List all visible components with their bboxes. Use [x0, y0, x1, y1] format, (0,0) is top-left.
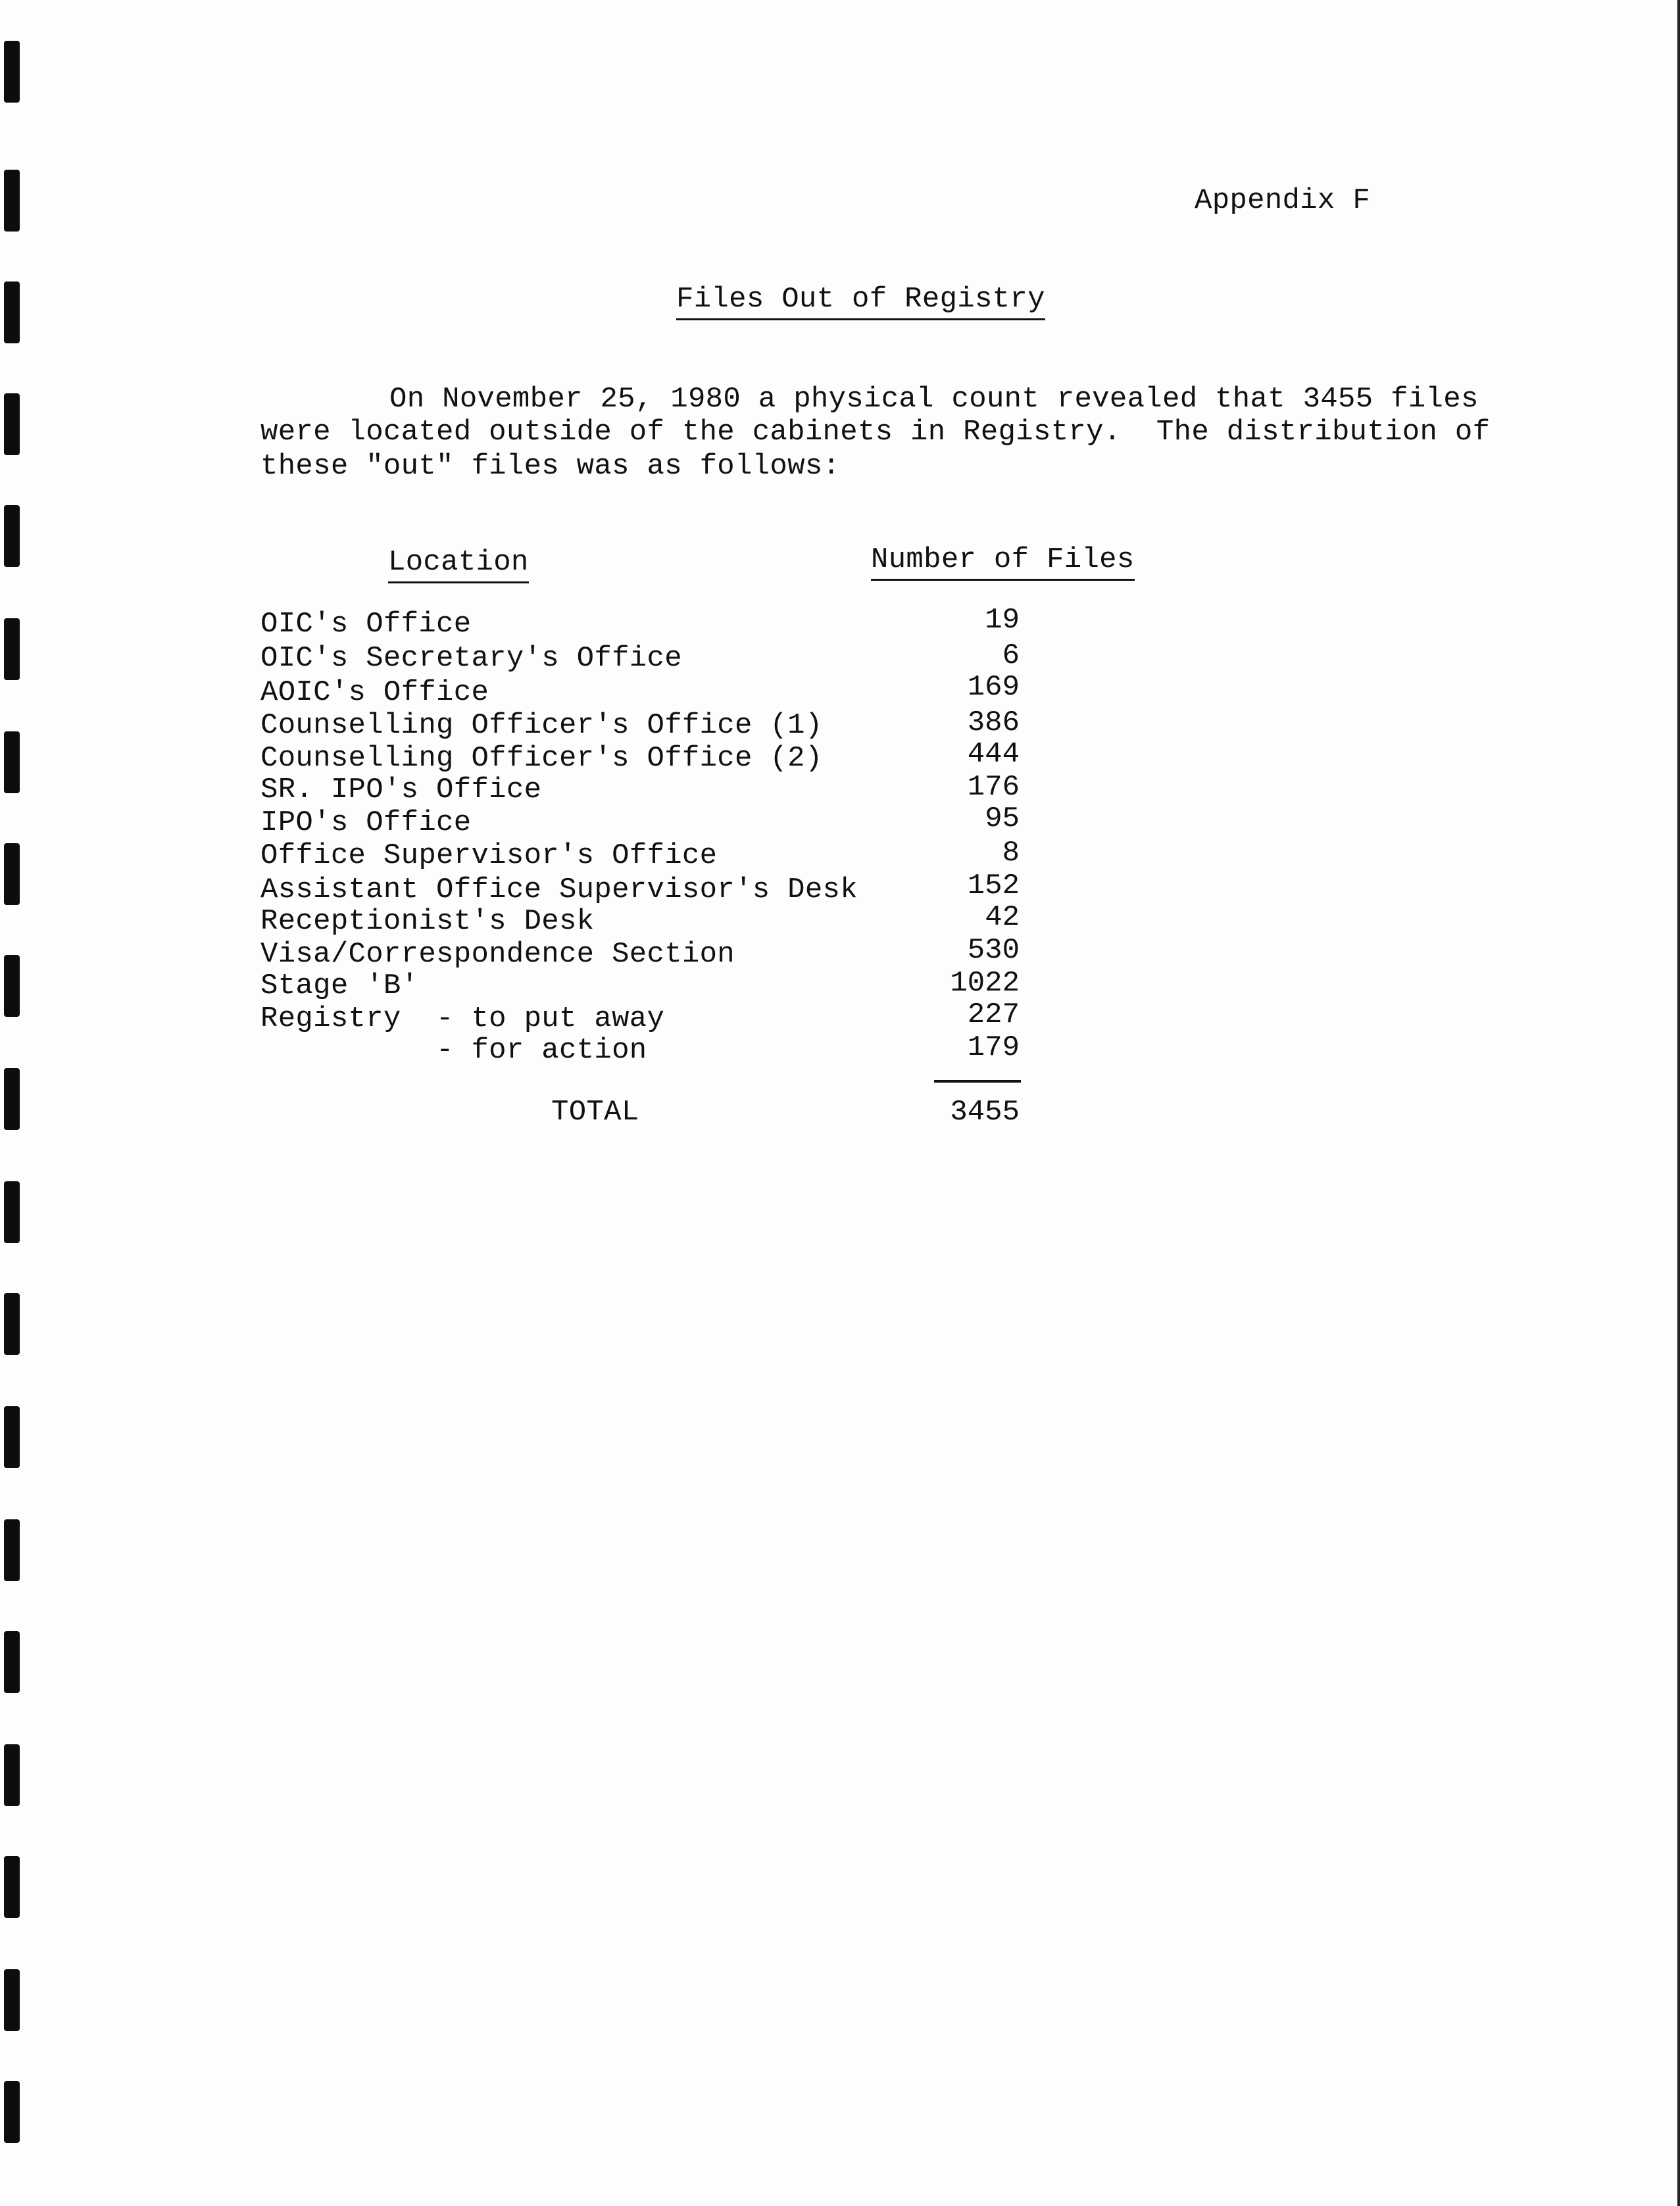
table-row-count: 95	[985, 802, 1020, 835]
table-row-location: Visa/Correspondence Section	[260, 938, 735, 971]
total-value: 3455	[950, 1096, 1020, 1129]
table-row-location: OIC's Secretary's Office	[260, 642, 682, 675]
punch-hole	[4, 2081, 20, 2143]
punch-hole	[4, 1406, 20, 1468]
table-row-count: 19	[985, 604, 1020, 637]
table-row-location: AOIC's Office	[260, 676, 489, 709]
punch-hole	[4, 731, 20, 793]
column-header-location: Location	[388, 546, 529, 583]
punch-hole	[4, 618, 20, 680]
punch-hole	[4, 1293, 20, 1355]
table-row-count: 530	[967, 934, 1020, 967]
punch-hole	[4, 1631, 20, 1693]
punch-hole	[4, 1068, 20, 1130]
table-row-location: OIC's Office	[260, 608, 472, 641]
punch-hole	[4, 1181, 20, 1243]
table-row-location: IPO's Office	[260, 806, 472, 839]
page-edge	[1677, 0, 1680, 2206]
table-row-count: 176	[967, 771, 1020, 804]
total-rule	[934, 1080, 1021, 1083]
table-row-location: Counselling Officer's Office (2)	[260, 742, 823, 775]
total-label: TOTAL	[551, 1096, 639, 1129]
intro-line-3: these "out" files was as follows:	[260, 450, 841, 483]
punch-hole	[4, 505, 20, 567]
punch-hole	[4, 1519, 20, 1581]
table-row-count: 8	[1002, 837, 1020, 870]
table-row-count: 169	[967, 671, 1020, 704]
table-row-location: Receptionist's Desk	[260, 905, 595, 938]
table-row-location: Registry - to put away	[260, 1002, 665, 1035]
table-row-count: 42	[985, 901, 1020, 934]
table-row-location: Stage 'B'	[260, 969, 419, 1002]
table-row-count: 6	[1002, 639, 1020, 672]
table-row-count: 444	[967, 738, 1020, 771]
punch-hole	[4, 955, 20, 1017]
punch-hole	[4, 843, 20, 905]
intro-line-2: were located outside of the cabinets in Registry. The distribution of	[260, 416, 1491, 449]
page-title: Files Out of Registry	[676, 283, 1045, 320]
punch-hole	[4, 1969, 20, 2031]
table-row-location: Counselling Officer's Office (1)	[260, 709, 823, 742]
punch-hole	[4, 1856, 20, 1918]
appendix-label: Appendix F	[1195, 184, 1371, 217]
punch-hole	[4, 282, 20, 343]
punch-hole	[4, 1744, 20, 1806]
table-row-count: 152	[967, 870, 1020, 902]
punch-hole	[4, 41, 20, 103]
table-row-location: - for action	[260, 1034, 647, 1067]
table-row-count: 179	[967, 1031, 1020, 1064]
table-row-count: 227	[967, 998, 1020, 1031]
table-row-count: 386	[967, 706, 1020, 739]
intro-line-1: On November 25, 1980 a physical count revealed that 3455 files	[389, 383, 1479, 416]
column-header-number-of-files: Number of Files	[871, 543, 1135, 581]
table-row-location: Office Supervisor's Office	[260, 839, 718, 872]
punch-hole	[4, 170, 20, 232]
table-row-location: SR. IPO's Office	[260, 773, 542, 806]
punch-hole	[4, 393, 20, 455]
table-row-count: 1022	[950, 967, 1020, 1000]
table-row-location: Assistant Office Supervisor's Desk	[260, 873, 858, 906]
